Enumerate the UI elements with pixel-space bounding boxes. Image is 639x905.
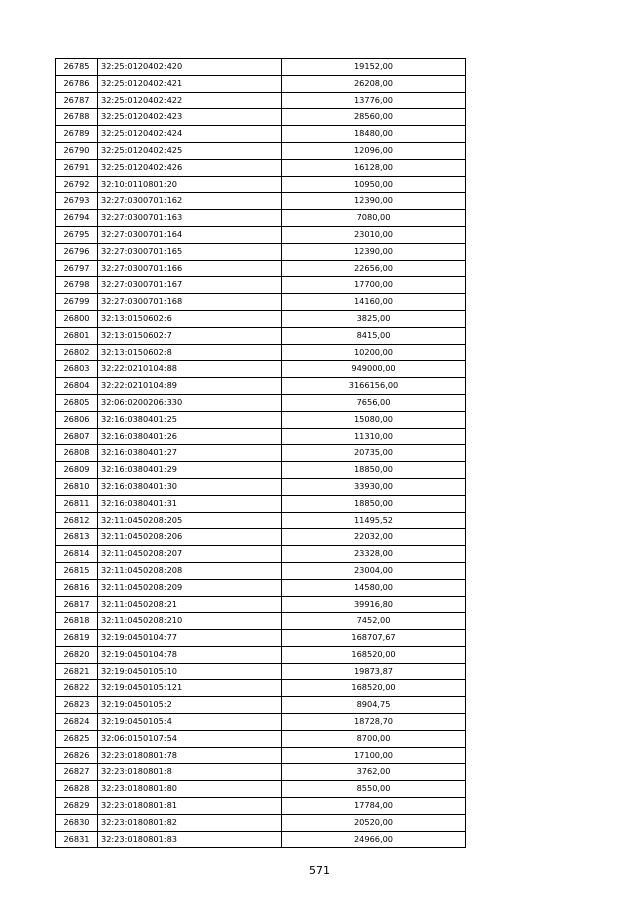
row-number-cell: 26823	[56, 697, 98, 714]
cadastral-number-cell: 32:11:0450208:210	[98, 613, 282, 630]
cadastral-number-cell: 32:13:0150602:8	[98, 344, 282, 361]
table-row	[56, 730, 466, 747]
row-number-cell: 26824	[56, 714, 98, 731]
value-cell: 20735,00	[282, 445, 466, 462]
value-cell: 11310,00	[282, 428, 466, 445]
table-row	[56, 613, 466, 630]
table-row	[56, 495, 466, 512]
row-number-cell: 26793	[56, 193, 98, 210]
cadastral-number-cell: 32:19:0450105:10	[98, 663, 282, 680]
cadastral-number-cell: 32:13:0150602:6	[98, 310, 282, 327]
value-cell: 8700,00	[282, 730, 466, 747]
row-number-cell: 26803	[56, 361, 98, 378]
value-cell: 26208,00	[282, 75, 466, 92]
value-cell: 18850,00	[282, 462, 466, 479]
table-row	[56, 277, 466, 294]
cadastral-number-cell: 32:23:0180801:83	[98, 831, 282, 848]
value-cell: 13776,00	[282, 92, 466, 109]
value-cell: 8550,00	[282, 781, 466, 798]
table-row	[56, 512, 466, 529]
cadastral-number-cell: 32:27:0300701:165	[98, 243, 282, 260]
value-cell: 23328,00	[282, 546, 466, 563]
value-cell: 24966,00	[282, 831, 466, 848]
table-row	[56, 411, 466, 428]
table-row	[56, 562, 466, 579]
value-cell: 7452,00	[282, 613, 466, 630]
row-number-cell: 26825	[56, 730, 98, 747]
cadastral-number-cell: 32:10:0110801:20	[98, 176, 282, 193]
value-cell: 19873,87	[282, 663, 466, 680]
cadastral-number-cell: 32:25:0120402:422	[98, 92, 282, 109]
row-number-cell: 26797	[56, 260, 98, 277]
value-cell: 12096,00	[282, 142, 466, 159]
value-cell: 28560,00	[282, 109, 466, 126]
value-cell: 10950,00	[282, 176, 466, 193]
row-number-cell: 26801	[56, 327, 98, 344]
value-cell: 8415,00	[282, 327, 466, 344]
row-number-cell: 26791	[56, 159, 98, 176]
row-number-cell: 26811	[56, 495, 98, 512]
cadastral-number-cell: 32:25:0120402:420	[98, 59, 282, 76]
cadastral-number-cell: 32:11:0450208:207	[98, 546, 282, 563]
row-number-cell: 26822	[56, 680, 98, 697]
cadastral-number-cell: 32:11:0450208:209	[98, 579, 282, 596]
value-cell: 23010,00	[282, 226, 466, 243]
row-number-cell: 26830	[56, 814, 98, 831]
cadastral-number-cell: 32:16:0380401:29	[98, 462, 282, 479]
cadastral-number-cell: 32:19:0450105:4	[98, 714, 282, 731]
cadastral-number-cell: 32:11:0450208:21	[98, 596, 282, 613]
row-number-cell: 26818	[56, 613, 98, 630]
value-cell: 14580,00	[282, 579, 466, 596]
cadastral-number-cell: 32:11:0450208:206	[98, 529, 282, 546]
table-row	[56, 478, 466, 495]
row-number-cell: 26787	[56, 92, 98, 109]
value-cell: 22032,00	[282, 529, 466, 546]
row-number-cell: 26816	[56, 579, 98, 596]
row-number-cell: 26814	[56, 546, 98, 563]
cadastral-number-cell: 32:06:0200206:330	[98, 394, 282, 411]
table-row	[56, 59, 466, 76]
cadastral-number-cell: 32:11:0450208:208	[98, 562, 282, 579]
row-number-cell: 26789	[56, 126, 98, 143]
cadastral-number-cell: 32:27:0300701:163	[98, 210, 282, 227]
cadastral-number-cell: 32:22:0210104:88	[98, 361, 282, 378]
row-number-cell: 26804	[56, 378, 98, 395]
row-number-cell: 26808	[56, 445, 98, 462]
cadastral-number-cell: 32:27:0300701:167	[98, 277, 282, 294]
table-row	[56, 428, 466, 445]
row-number-cell: 26815	[56, 562, 98, 579]
cadastral-number-cell: 32:19:0450105:121	[98, 680, 282, 697]
table-row	[56, 680, 466, 697]
value-cell: 3825,00	[282, 310, 466, 327]
row-number-cell: 26826	[56, 747, 98, 764]
value-cell: 17784,00	[282, 798, 466, 815]
table-row	[56, 176, 466, 193]
cadastral-number-cell: 32:27:0300701:162	[98, 193, 282, 210]
row-number-cell: 26819	[56, 630, 98, 647]
table-row	[56, 445, 466, 462]
table-row	[56, 814, 466, 831]
table-row	[56, 344, 466, 361]
table-row	[56, 646, 466, 663]
table-row	[56, 159, 466, 176]
row-number-cell: 26802	[56, 344, 98, 361]
row-number-cell: 26828	[56, 781, 98, 798]
row-number-cell: 26795	[56, 226, 98, 243]
table-row	[56, 378, 466, 395]
table-row	[56, 226, 466, 243]
cadastral-number-cell: 32:25:0120402:424	[98, 126, 282, 143]
table-row	[56, 529, 466, 546]
value-cell: 18850,00	[282, 495, 466, 512]
value-cell: 3762,00	[282, 764, 466, 781]
row-number-cell: 26813	[56, 529, 98, 546]
table-row	[56, 126, 466, 143]
cadastral-number-cell: 32:25:0120402:425	[98, 142, 282, 159]
page-number: 571	[309, 864, 330, 877]
row-number-cell: 26827	[56, 764, 98, 781]
value-cell: 12390,00	[282, 243, 466, 260]
value-cell: 18480,00	[282, 126, 466, 143]
cadastral-number-cell: 32:23:0180801:82	[98, 814, 282, 831]
value-cell: 17700,00	[282, 277, 466, 294]
value-cell: 11495,52	[282, 512, 466, 529]
cadastral-number-cell: 32:23:0180801:80	[98, 781, 282, 798]
cadastral-number-cell: 32:16:0380401:27	[98, 445, 282, 462]
cadastral-number-cell: 32:23:0180801:8	[98, 764, 282, 781]
row-number-cell: 26805	[56, 394, 98, 411]
row-number-cell: 26798	[56, 277, 98, 294]
cadastral-number-cell: 32:11:0450208:205	[98, 512, 282, 529]
table-row	[56, 75, 466, 92]
value-cell: 33930,00	[282, 478, 466, 495]
table-row	[56, 310, 466, 327]
value-cell: 22656,00	[282, 260, 466, 277]
value-cell: 39916,80	[282, 596, 466, 613]
table-row	[56, 294, 466, 311]
value-cell: 7656,00	[282, 394, 466, 411]
table-row	[56, 663, 466, 680]
table-row	[56, 394, 466, 411]
table-row	[56, 831, 466, 848]
cadastral-number-cell: 32:27:0300701:168	[98, 294, 282, 311]
cadastral-number-cell: 32:27:0300701:164	[98, 226, 282, 243]
table-row	[56, 630, 466, 647]
row-number-cell: 26812	[56, 512, 98, 529]
table-row	[56, 243, 466, 260]
table-row	[56, 327, 466, 344]
value-cell: 18728,70	[282, 714, 466, 731]
table-row	[56, 361, 466, 378]
row-number-cell: 26794	[56, 210, 98, 227]
row-number-cell: 26785	[56, 59, 98, 76]
cadastral-number-cell: 32:19:0450105:2	[98, 697, 282, 714]
value-cell: 168520,00	[282, 680, 466, 697]
cadastral-number-cell: 32:25:0120402:421	[98, 75, 282, 92]
row-number-cell: 26786	[56, 75, 98, 92]
row-number-cell: 26809	[56, 462, 98, 479]
row-number-cell: 26820	[56, 646, 98, 663]
row-number-cell: 26806	[56, 411, 98, 428]
row-number-cell: 26796	[56, 243, 98, 260]
cadastral-number-cell: 32:23:0180801:81	[98, 798, 282, 815]
table-row	[56, 764, 466, 781]
row-number-cell: 26821	[56, 663, 98, 680]
data-table	[55, 58, 466, 848]
table-row	[56, 92, 466, 109]
row-number-cell: 26790	[56, 142, 98, 159]
row-number-cell: 26807	[56, 428, 98, 445]
table-row	[56, 462, 466, 479]
cadastral-number-cell: 32:22:0210104:89	[98, 378, 282, 395]
row-number-cell: 26810	[56, 478, 98, 495]
cadastral-number-cell: 32:19:0450104:77	[98, 630, 282, 647]
table-row	[56, 579, 466, 596]
table-row	[56, 747, 466, 764]
cadastral-number-cell: 32:16:0380401:30	[98, 478, 282, 495]
table-row	[56, 260, 466, 277]
value-cell: 16128,00	[282, 159, 466, 176]
cadastral-number-cell: 32:25:0120402:426	[98, 159, 282, 176]
value-cell: 10200,00	[282, 344, 466, 361]
table-body	[56, 59, 466, 848]
cadastral-number-cell: 32:16:0380401:31	[98, 495, 282, 512]
table-row	[56, 781, 466, 798]
value-cell: 20520,00	[282, 814, 466, 831]
table-row	[56, 697, 466, 714]
value-cell: 949000,00	[282, 361, 466, 378]
value-cell: 8904,75	[282, 697, 466, 714]
value-cell: 14160,00	[282, 294, 466, 311]
table-row	[56, 546, 466, 563]
row-number-cell: 26829	[56, 798, 98, 815]
row-number-cell: 26788	[56, 109, 98, 126]
cadastral-number-cell: 32:13:0150602:7	[98, 327, 282, 344]
value-cell: 168707,67	[282, 630, 466, 647]
cadastral-number-cell: 32:23:0180801:78	[98, 747, 282, 764]
row-number-cell: 26800	[56, 310, 98, 327]
table-row	[56, 210, 466, 227]
cadastral-number-cell: 32:06:0150107:54	[98, 730, 282, 747]
row-number-cell: 26799	[56, 294, 98, 311]
value-cell: 7080,00	[282, 210, 466, 227]
cadastral-number-cell: 32:16:0380401:26	[98, 428, 282, 445]
row-number-cell: 26831	[56, 831, 98, 848]
value-cell: 168520,00	[282, 646, 466, 663]
cadastral-number-cell: 32:27:0300701:166	[98, 260, 282, 277]
table-row	[56, 714, 466, 731]
cadastral-number-cell: 32:19:0450104:78	[98, 646, 282, 663]
row-number-cell: 26817	[56, 596, 98, 613]
cadastral-number-cell: 32:25:0120402:423	[98, 109, 282, 126]
table-row	[56, 109, 466, 126]
table-row	[56, 193, 466, 210]
row-number-cell: 26792	[56, 176, 98, 193]
value-cell: 12390,00	[282, 193, 466, 210]
value-cell: 3166156,00	[282, 378, 466, 395]
table-row	[56, 798, 466, 815]
table-row	[56, 596, 466, 613]
value-cell: 19152,00	[282, 59, 466, 76]
value-cell: 15080,00	[282, 411, 466, 428]
cadastral-number-cell: 32:16:0380401:25	[98, 411, 282, 428]
value-cell: 23004,00	[282, 562, 466, 579]
table-row	[56, 142, 466, 159]
value-cell: 17100,00	[282, 747, 466, 764]
